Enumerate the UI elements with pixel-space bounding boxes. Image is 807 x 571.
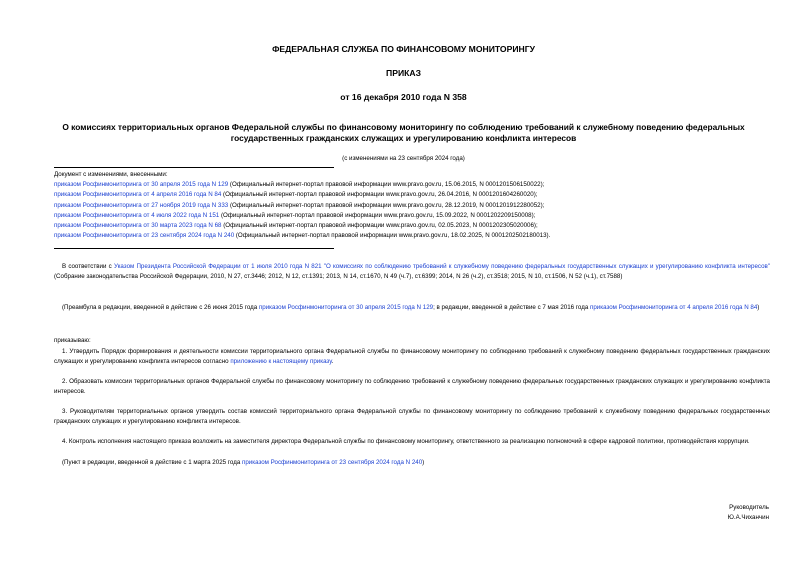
note-text: (Пункт в редакции, введенной в действие с 1 марта 2025 года	[62, 459, 242, 466]
change-text: (Официальный интернет-портал правовой информации www.pravo.gov.ru, 18.02.2025, N 0001202502180013).	[234, 232, 551, 240]
preamble-note-text: ; в редакции, введенной в действие с 7 мая 2016 года	[433, 304, 590, 311]
amendment-link[interactable]: приказом Росфинмониторинга от 30 апреля 2015 года N 129	[258, 304, 434, 311]
preamble-note-text: )	[757, 304, 760, 311]
signature-name: Ю.А.Чиханчин	[727, 514, 769, 521]
changes-block	[54, 170, 754, 241]
agency-heading: ФЕДЕРАЛЬНАЯ СЛУЖБА ПО ФИНАНСОВОМУ МОНИТОРИНГУ	[272, 44, 535, 54]
change-item	[54, 211, 754, 221]
order-item-1	[54, 347, 770, 367]
change-item	[54, 201, 754, 211]
document-title: О комиссиях территориальных органов Федеральной службы по финансовому мониторингу по соблюдению требований к служебному поведению федеральных государственных гражданских служащих и урегулированию конфликта интересов	[62, 122, 745, 143]
change-item	[54, 231, 754, 241]
changes-intro: Документ с изменениями, внесенными:	[54, 171, 168, 178]
change-link[interactable]: приказом Росфинмониторинга от 4 июля 2022 года N 151	[54, 211, 220, 219]
order-item-3: 3. Руководителям территориальных органов утвердить состав комиссий территориального органа Федеральной службы по финансовому мониторингу по соблюдению требований к служебному поведению федеральных государственных гражданских служащих и урегулированию конфликта интересов.	[54, 408, 770, 426]
amendment-link[interactable]: приказом Росфинмониторинга от 4 апреля 2016 года N 84	[590, 304, 758, 311]
change-link[interactable]: приказом Росфинмониторинга от 30 апреля 2015 года N 129	[54, 181, 229, 189]
preamble-paragraph	[54, 262, 770, 282]
change-text: (Официальный интернет-портал правовой информации www.pravo.gov.ru, 26.04.2016, N 0001201604260020);	[221, 191, 538, 199]
amendment-link[interactable]: приказом Росфинмониторинга от 23 сентября 2024 года N 240	[242, 459, 423, 466]
order-word: приказываю:	[54, 337, 91, 344]
preamble-text: В соответствии с	[62, 263, 114, 270]
item-text: .	[331, 358, 334, 366]
decree-link[interactable]: Указом Президента Российской Федерации от 1 июля 2010 года N 821 "О комиссиях по соблюдению требований к служебному поведению федеральных государственных служащих и урегулированию конфликта интересов"	[113, 263, 771, 270]
signature-position: Руководитель	[729, 504, 769, 511]
change-link[interactable]: приказом Росфинмониторинга от 23 сентября 2024 года N 240	[54, 232, 235, 240]
revision-note: (с изменениями на 23 сентября 2024 года)	[342, 155, 465, 162]
change-text: (Официальный интернет-портал правовой информации www.pravo.gov.ru, 15.09.2022, N 0001202209150008);	[219, 211, 536, 219]
changes-top-divider	[54, 167, 334, 168]
order-item-2: 2. Образовать комиссии территориальных органов Федеральной службы по финансовому мониторингу по соблюдению требований к служебному поведению федеральных государственных гражданских служащих и урегулированию конфликта интересов.	[54, 378, 770, 396]
order-item-4: 4. Контроль исполнения настоящего приказа возложить на заместителя директора Федеральной службы по финансовому мониторингу, ответственного за реализацию полномочий в сфере кадровой политики, противодействия коррупции.	[62, 438, 750, 445]
doc-type-heading: ПРИКАЗ	[386, 68, 421, 78]
preamble-note	[54, 303, 770, 313]
date-number-heading: от 16 декабря 2010 года N 358	[340, 92, 467, 102]
note-text: )	[422, 459, 425, 466]
preamble-text: (Собрание законодательства Российской Федерации, 2010, N 27, ст.3446; 2012, N 12, ст.1391; 2013, N 14, ст.1670, N 49 (ч.7), ст.6399; 2014, N 26 (ч.2), ст.3518; 2015, N 10, ст.1506, N 52 (ч.1), ст.7588)	[54, 273, 623, 281]
change-item	[54, 221, 754, 231]
change-link[interactable]: приказом Росфинмониторинга от 30 марта 2023 года N 68	[54, 222, 222, 230]
change-item	[54, 180, 754, 190]
appendix-link[interactable]: приложению к настоящему приказу	[230, 358, 332, 366]
change-link[interactable]: приказом Росфинмониторинга от 27 ноября 2019 года N 333	[54, 201, 229, 209]
change-text: (Официальный интернет-портал правовой информации www.pravo.gov.ru, 28.12.2019, N 0001201912280052);	[228, 201, 545, 209]
change-link[interactable]: приказом Росфинмониторинга от 4 апреля 2016 года N 84	[54, 191, 222, 199]
change-item	[54, 190, 754, 200]
change-text: (Официальный интернет-портал правовой информации www.pravo.gov.ru, 02.05.2023, N 0001202305020006);	[221, 222, 538, 230]
order-item-4-note	[54, 458, 770, 468]
item-text: 1. Утвердить Порядок формирования и деятельности комиссии территориального органа Федеральной службы по финансовому мониторингу по соблюдению требований к служебному поведению федеральных государственных гражданских служащих и урегулированию конфликта интересов согласно	[54, 348, 770, 366]
preamble-note-text: (Преамбула в редакции, введенной в действие с 26 июня 2015 года	[62, 304, 259, 311]
changes-bottom-divider	[54, 248, 334, 249]
change-text: (Официальный интернет-портал правовой информации www.pravo.gov.ru, 15.06.2015, N 0001201506150022);	[228, 181, 545, 189]
